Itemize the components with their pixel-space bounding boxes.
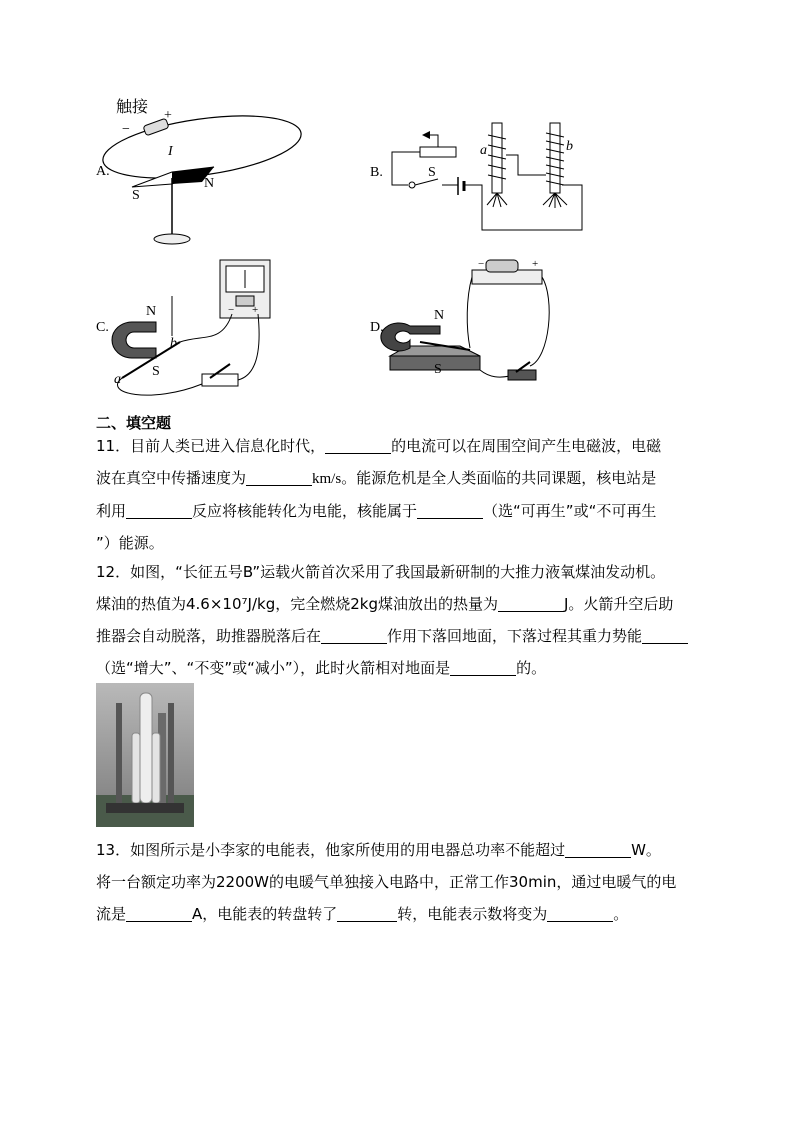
figure-c-meter-minus: − <box>228 304 235 316</box>
q11-blank-4[interactable] <box>417 502 483 519</box>
figure-a-label: A. <box>96 164 110 179</box>
q11-blank-1[interactable] <box>325 437 391 454</box>
rocket-photo <box>96 683 194 827</box>
generator-experiment-illustration <box>92 254 292 404</box>
q12-blank-2[interactable] <box>321 627 387 644</box>
figure-d-south: S <box>434 362 442 377</box>
figure-b-label: B. <box>370 165 383 180</box>
figure-d <box>370 258 570 388</box>
motor-experiment-illustration <box>370 258 570 388</box>
figure-a-current-label: I <box>168 144 173 159</box>
figure-c-south: S <box>152 364 160 379</box>
q12-blank-3[interactable] <box>642 627 688 644</box>
figure-a-north: N <box>204 176 215 191</box>
figure-b <box>370 115 600 235</box>
q11-blank-3[interactable] <box>126 502 192 519</box>
electromagnet-circuit-illustration <box>370 115 600 235</box>
q13-blank-4[interactable] <box>547 905 613 922</box>
figure-c <box>92 254 292 404</box>
q12-blank-4[interactable] <box>450 659 516 676</box>
figure-a-touch-label: 触接 <box>116 97 149 116</box>
q12-blank-1[interactable] <box>498 595 564 612</box>
figure-b-coil-b: b <box>566 139 573 154</box>
q13-blank-1[interactable] <box>565 841 631 858</box>
figure-a-minus: − <box>122 122 130 137</box>
question-12: 12．如图，“长征五号B”运载火箭首次采用了我国最新研制的大推力液氧煤油发动机。 煤油的热值为4.6×10⁷J/kg，完全燃烧2kg煤油放出的热量为 J。火箭升空后助 推器会自动脱落，助推器脱落后在 作用下落回地面，下落过程其重力势能 （选“增大”、“不变”或“减小”），此时火箭相对地面是 的。 <box>96 556 696 684</box>
figure-d-plus: + <box>532 258 539 270</box>
question-13: 13．如图所示是小李家的电能表，他家所使用的用电器总功率不能超过 W。 将一台额定功率为2200W的电暖气单独接入电路中，正常工作30min，通过电暖气的电 流是 A，电能表的转盘转了 转，电能表示数将变为 。 <box>96 841 677 923</box>
q13-blank-3[interactable] <box>337 905 397 922</box>
figure-b-switch-label: S <box>428 165 436 180</box>
section-title: 二、填空题 <box>96 414 172 432</box>
figure-a-south: S <box>132 188 140 203</box>
long-march-5b-rocket-image <box>96 683 194 827</box>
figure-a-plus: + <box>164 108 172 123</box>
figure-c-end-b: b <box>170 336 177 351</box>
figure-b-coil-a: a <box>480 143 487 158</box>
figure-c-meter-plus: + <box>252 304 259 316</box>
figure-d-north: N <box>434 308 445 323</box>
figure-d-minus: − <box>478 258 485 270</box>
figure-c-north: N <box>146 304 157 319</box>
figure-c-label: C. <box>96 320 109 335</box>
figure-c-end-a: a <box>114 372 121 387</box>
figure-a <box>92 92 322 252</box>
q13-blank-2[interactable] <box>126 905 192 922</box>
q11-blank-2[interactable] <box>246 469 312 486</box>
question-11: 11．目前人类已进入信息化时代， 的电流可以在周围空间产生电磁波，电磁 波在真空中传播速度为 km/s。能源危机是全人类面临的共同课题，核电站是 利用 反应将核能转化为电能，核能属于 （选“可再生”或“不可再生 ”）能源。 <box>96 437 662 552</box>
figure-d-label: D. <box>370 320 384 335</box>
